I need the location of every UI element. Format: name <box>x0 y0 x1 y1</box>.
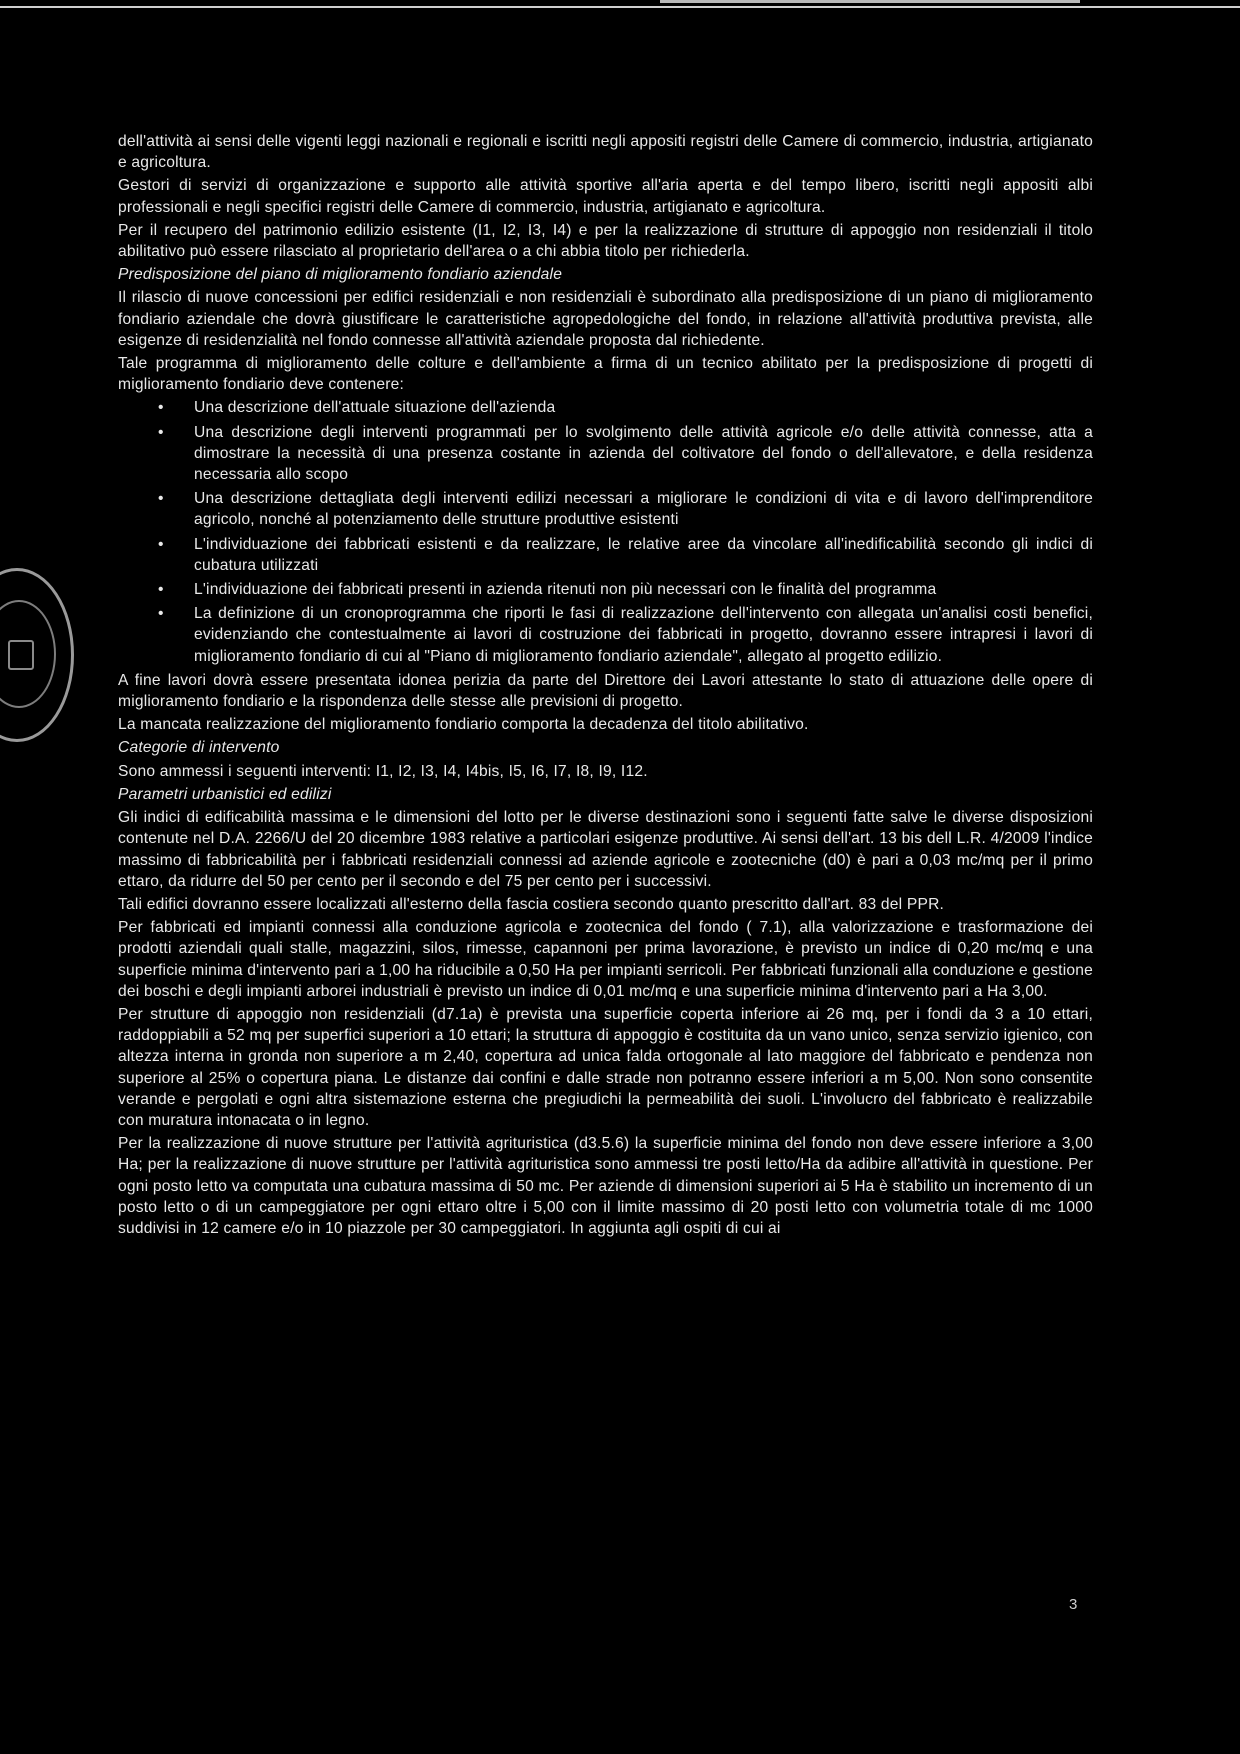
list-item-text: La definizione di un cronoprogramma che riporti le fasi di realizzazione dell'intervento con allegata un'analisi costi benefici, evidenziando che contestualmente ai lavori di costruzione dei fabbricati in progetto, dovranno essere intrapresi i lavori di miglioramento fondiario di cui al "Piano di miglioramento fondiario aziendale", allegato al progetto edilizio. <box>194 605 1093 665</box>
section-heading: Parametri urbanistici ed edilizi <box>118 785 332 803</box>
bullet-icon: • <box>158 535 164 553</box>
paragraph: La mancata realizzazione del miglioramento fondiario comporta la decadenza del titolo abilitativo. <box>118 716 809 734</box>
paragraph: Per strutture di appoggio non residenziali (d7.1a) è prevista una superficie coperta inferiore ai 26 mq, per i fondi da 3 a 10 ettari, raddoppiabili a 52 mq per superfici superiori a 10 ettari; la struttura di appoggio è costituita da un vano unico, senza servizio igienico, con altezza interna in gronda non superiore a m 2,40, copertura ad unica falda ortogonale al lato maggiore del fabbricato e pendenza non superiore al 25% o copertura piana. Le distanze dai confini e dalle strade non potranno essere inferiori a m 5,00. Non sono consentite verande e pergolati e ogni altra sistemazione esterna che pregiudichi la permeabilità dei suoli. L'involucro del fabbricato è realizzabile con muratura intonacata o in legno. <box>118 1005 1093 1129</box>
list-item <box>158 603 1093 667</box>
bullet-icon: • <box>158 423 164 441</box>
section-heading: Categorie di intervento <box>118 739 280 757</box>
list-item <box>158 397 1093 418</box>
list-item <box>158 534 1093 576</box>
stamp-emblem-icon <box>8 640 34 670</box>
paragraph: A fine lavori dovrà essere presentata idonea perizia da parte del Direttore dei Lavori attestante lo stato di attuazione delle opere di miglioramento fondiario e la rispondenza delle stesse alle previsioni di progetto. <box>118 671 1093 711</box>
list-item-text: L'individuazione dei fabbricati esistenti e da realizzare, le relative aree da vincolare all'inedificabilità secondo gli indici di cubatura utilizzati <box>194 535 1093 574</box>
list-item <box>158 488 1093 530</box>
paragraph: Tali edifici dovranno essere localizzati all'esterno della fascia costiera secondo quanto prescritto dall'art. 83 del PPR. <box>118 895 945 913</box>
paragraph: Per fabbricati ed impianti connessi alla conduzione agricola e zootecnica del fondo ( 7.1), alla valorizzazione e trasformazione dei prodotti aziendali quali stalle, magazzini, silos, rimesse, capannoni per prima lavorazione, è previsto un indice di 0,20 mc/mq e una superficie minima d'intervento pari a 1,00 ha riducibile a 0,50 Ha per impianti serricoli. Per fabbricati funzionali alla conduzione e gestione dei boschi e degli impianti arborei industriali è previsto un indice di 0,01 mc/mq e una superficie minima d'intervento pari a Ha 3,00. <box>118 919 1093 1000</box>
bullet-icon: • <box>158 399 164 417</box>
paragraph: Gli indici di edificabilità massima e le dimensioni del lotto per le diverse destinazioni sono i seguenti fatte salve le diverse disposizioni contenute nel D.A. 2266/U del 20 dicembre 1983 relative a particolari esigenze produttive. Ai sensi dell'art. 13 bis dell L.R. 4/2009 l'indice massimo di fabbricabilità per i fabbricati residenziali connessi ad aziende agricole e zootecniche (d0) è pari a 0,03 mc/mq per il primo ettaro, da ridurre del 50 per cento per il secondo e del 75 per cento per i successivi. <box>118 809 1093 890</box>
paragraph: Tale programma di miglioramento delle colture e dell'ambiente a firma di un tecnico abilitato per la predisposizione di progetti di miglioramento fondiario deve contenere: <box>118 355 1093 394</box>
section-heading: Predisposizione del piano di miglioramento fondiario aziendale <box>118 266 563 284</box>
paragraph: Per il recupero del patrimonio edilizio esistente (I1, I2, I3, I4) e per la realizzazione di strutture di appoggio non residenziali il titolo abilitativo può essere rilasciato al proprietario dell'area o a chi abbia titolo per richiederla. <box>118 221 1093 261</box>
list-item-text: Una descrizione dettagliata degli interventi edilizi necessari a migliorare le condizioni di vita e di lavoro dell'imprenditore agricolo, nonché al potenziamento delle strutture produttive esistenti <box>194 490 1093 529</box>
list-item <box>158 579 1093 600</box>
bullet-icon: • <box>158 605 164 623</box>
top-rule <box>0 6 1240 8</box>
list-item-text: Una descrizione degli interventi programmati per lo svolgimento delle attività agricole e/o delle attività connesse, atta a dimostrare la necessità di una presenza costante in azienda del coltivatore del fondo o dell'allevatore, e della residenza necessaria allo scopo <box>194 423 1093 484</box>
paragraph: Per la realizzazione di nuove strutture per l'attività agrituristica (d3.5.6) la superficie minima del fondo non deve essere inferiore a 3,00 Ha; per la realizzazione di nuove strutture per l'attività agrituristica sono ammessi tre posti letto/Ha da adibire all'attività in questione. Per ogni posto letto va computata una cubatura massima di 50 mc. Per aziende di dimensioni superiori ai 5 Ha è stabilito un incremento di un posto letto o di un campeggiatore per ogni ettaro oltre i 5,00 con il limite massimo di 20 posti letto con volumetria totale di mc 1000 suddivisi in 12 camere e/o in 10 piazzole per 30 campeggiatori. In aggiunta agli ospiti di cui ai <box>118 1135 1093 1237</box>
list-item-text: L'individuazione dei fabbricati presenti in azienda ritenuti non più necessari con le finalità del programma <box>194 581 937 599</box>
bullet-icon: • <box>158 581 164 599</box>
list-item-text: Una descrizione dell'attuale situazione dell'azienda <box>194 399 556 417</box>
top-rule-accent <box>660 0 1080 3</box>
paragraph: Il rilascio di nuove concessioni per edifici residenziali e non residenziali è subordinato alla predisposizione di un piano di miglioramento fondiario aziendale che dovrà giustificare le caratteristiche agropedologiche del fondo, in relazione all'attività produttiva prevista, alle esigenze di residenzialità nel fondo connesse all'attività aziendale proposta dal richiedente. <box>118 289 1093 349</box>
requirements-list <box>118 397 1093 666</box>
page-number: 3 <box>1069 1596 1078 1613</box>
paragraph: dell'attività ai sensi delle vigenti leggi nazionali e regionali e iscritti negli appositi registri delle Camere di commercio, industria, artigianato e agricoltura. <box>118 133 1093 172</box>
document-body <box>118 131 1093 1241</box>
paragraph: Gestori di servizi di organizzazione e supporto alle attività sportive all'aria aperta e del tempo libero, iscritti negli appositi albi professionali e negli specifici registri delle Camere di commercio, industria, artigianato e agricoltura. <box>118 177 1093 216</box>
paragraph: Sono ammessi i seguenti interventi: I1, I2, I3, I4, I4bis, I5, I6, I7, I8, I9, I12. <box>118 762 648 780</box>
list-item <box>158 422 1093 486</box>
bullet-icon: • <box>158 490 164 508</box>
